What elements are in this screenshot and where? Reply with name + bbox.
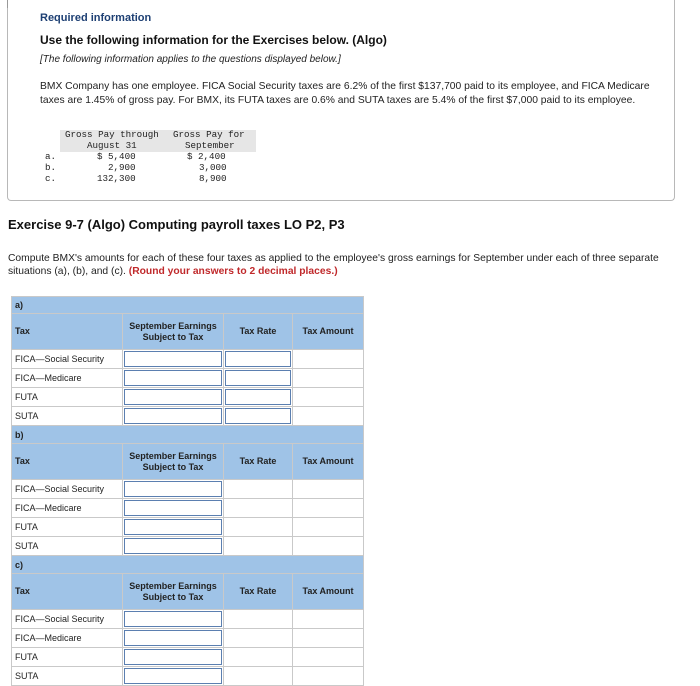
tax-label: FICA—Social Security [11,350,123,369]
rate-input[interactable] [225,408,291,424]
rate-cell [224,407,293,426]
col1-head-line2: August 31 [87,140,137,151]
tax-row [11,667,364,686]
tax-label: SUTA [11,407,123,426]
earnings-cell [123,369,224,388]
amount-header: Tax Amount [293,444,364,480]
section-label: a) [11,296,364,314]
tax-label: FICA—Social Security [11,610,123,629]
earnings-cell [123,407,224,426]
tax-row [11,648,364,667]
earnings-cell [123,648,224,667]
header-row [11,314,364,350]
tax-label: FUTA [11,648,123,667]
september-value: 3,000 [199,162,227,173]
rate-input[interactable] [225,389,291,405]
header-row [11,444,364,480]
earnings-cell [123,667,224,686]
earnings-input[interactable] [124,630,222,646]
rate-cell [224,480,293,499]
earnings-input[interactable] [124,649,222,665]
panel-corner [7,0,11,8]
tax-row [11,499,364,518]
tax-label: FICA—Medicare [11,499,123,518]
tax-row [11,537,364,556]
amount-cell [293,518,364,537]
earnings-cell [123,518,224,537]
col1-head-line1: Gross Pay through [65,129,159,140]
rate-input[interactable] [225,351,291,367]
tax-label: FICA—Medicare [11,369,123,388]
italic-note: [The following information applies to the questions displayed below.] [40,54,341,65]
earnings-input[interactable] [124,481,222,497]
amount-cell [293,629,364,648]
earnings-input[interactable] [124,408,222,424]
instructions [8,253,678,278]
earnings-header: September Earnings Subject to Tax [123,314,224,350]
earnings-input[interactable] [124,351,222,367]
header-row [11,574,364,610]
tax-label: FICA—Medicare [11,629,123,648]
tax-label: SUTA [11,667,123,686]
rate-input[interactable] [225,370,291,386]
section-label: b) [11,426,364,444]
through-aug-value: 2,900 [108,162,136,173]
earnings-input[interactable] [124,668,222,684]
rate-cell [224,648,293,667]
rate-header: Tax Rate [224,314,293,350]
use-following-heading: Use the following information for the Exercises below. (Algo) [40,33,387,47]
tax-row [11,610,364,629]
row-label: a. [45,151,57,162]
section-row-b [11,426,364,444]
tax-header: Tax [11,314,123,350]
tax-row [11,629,364,648]
row-label: c. [45,173,57,184]
rate-cell [224,537,293,556]
tax-row [11,369,364,388]
amount-cell [293,648,364,667]
tax-row [11,518,364,537]
tax-label: FICA—Social Security [11,480,123,499]
earnings-cell [123,350,224,369]
amount-header: Tax Amount [293,314,364,350]
earnings-cell [123,388,224,407]
earnings-cell [123,610,224,629]
rate-cell [224,350,293,369]
amount-cell [293,407,364,426]
rate-cell [224,629,293,648]
rate-header: Tax Rate [224,574,293,610]
earnings-input[interactable] [124,500,222,516]
rounding-note: (Round your answers to 2 decimal places.) [128,265,338,277]
rate-cell [224,518,293,537]
col2-head-line2: September [185,140,235,151]
amount-cell [293,388,364,407]
september-value: $ 2,400 [187,151,226,162]
earnings-cell [123,537,224,556]
amount-cell [293,667,364,686]
exercise-title: Exercise 9-7 (Algo) Computing payroll taxes LO P2, P3 [8,217,345,232]
col2-head-line1: Gross Pay for [173,129,245,140]
info-paragraph: BMX Company has one employee. FICA Social Security taxes are 6.2% of the first $137,700 paid to its employee, and FICA Medicare taxes are 1.45% of gross pay. For BMX, its FUTA taxes are 0.6% and SUTA taxes are 5.4% of the first $7,000 paid to its employee. [40,81,650,106]
tax-row [11,480,364,499]
earnings-header: September Earnings Subject to Tax [123,574,224,610]
through-aug-value: $ 5,400 [97,151,136,162]
earnings-input[interactable] [124,519,222,535]
earnings-input[interactable] [124,611,222,627]
amount-header: Tax Amount [293,574,364,610]
rate-cell [224,499,293,518]
payroll-tax-answer-table [11,296,364,686]
rate-cell [224,369,293,388]
earnings-header: September Earnings Subject to Tax [123,444,224,480]
tax-row [11,407,364,426]
rate-cell [224,388,293,407]
required-information-heading: Required information [40,12,152,24]
tax-row [11,350,364,369]
rate-cell [224,667,293,686]
amount-cell [293,350,364,369]
through-aug-value: 132,300 [97,173,136,184]
rate-cell [224,610,293,629]
september-value: 8,900 [199,173,227,184]
earnings-input[interactable] [124,538,222,554]
amount-cell [293,369,364,388]
tax-header: Tax [11,574,123,610]
section-row-c [11,556,364,574]
tax-label: SUTA [11,537,123,556]
amount-cell [293,610,364,629]
earnings-cell [123,629,224,648]
earnings-cell [123,480,224,499]
tax-row [11,388,364,407]
section-row-a [11,296,364,314]
section-label: c) [11,556,364,574]
amount-cell [293,499,364,518]
amount-cell [293,537,364,556]
earnings-input[interactable] [124,370,222,386]
amount-cell [293,480,364,499]
instructions-text: Compute BMX's amounts for each of these four taxes as applied to the employee's gross earnings for September under each of three separate situations (a), (b), and (c). [8,253,659,277]
tax-header: Tax [11,444,123,480]
rate-header: Tax Rate [224,444,293,480]
earnings-input[interactable] [124,389,222,405]
row-label: b. [45,162,57,173]
tax-label: FUTA [11,518,123,537]
tax-label: FUTA [11,388,123,407]
earnings-cell [123,499,224,518]
